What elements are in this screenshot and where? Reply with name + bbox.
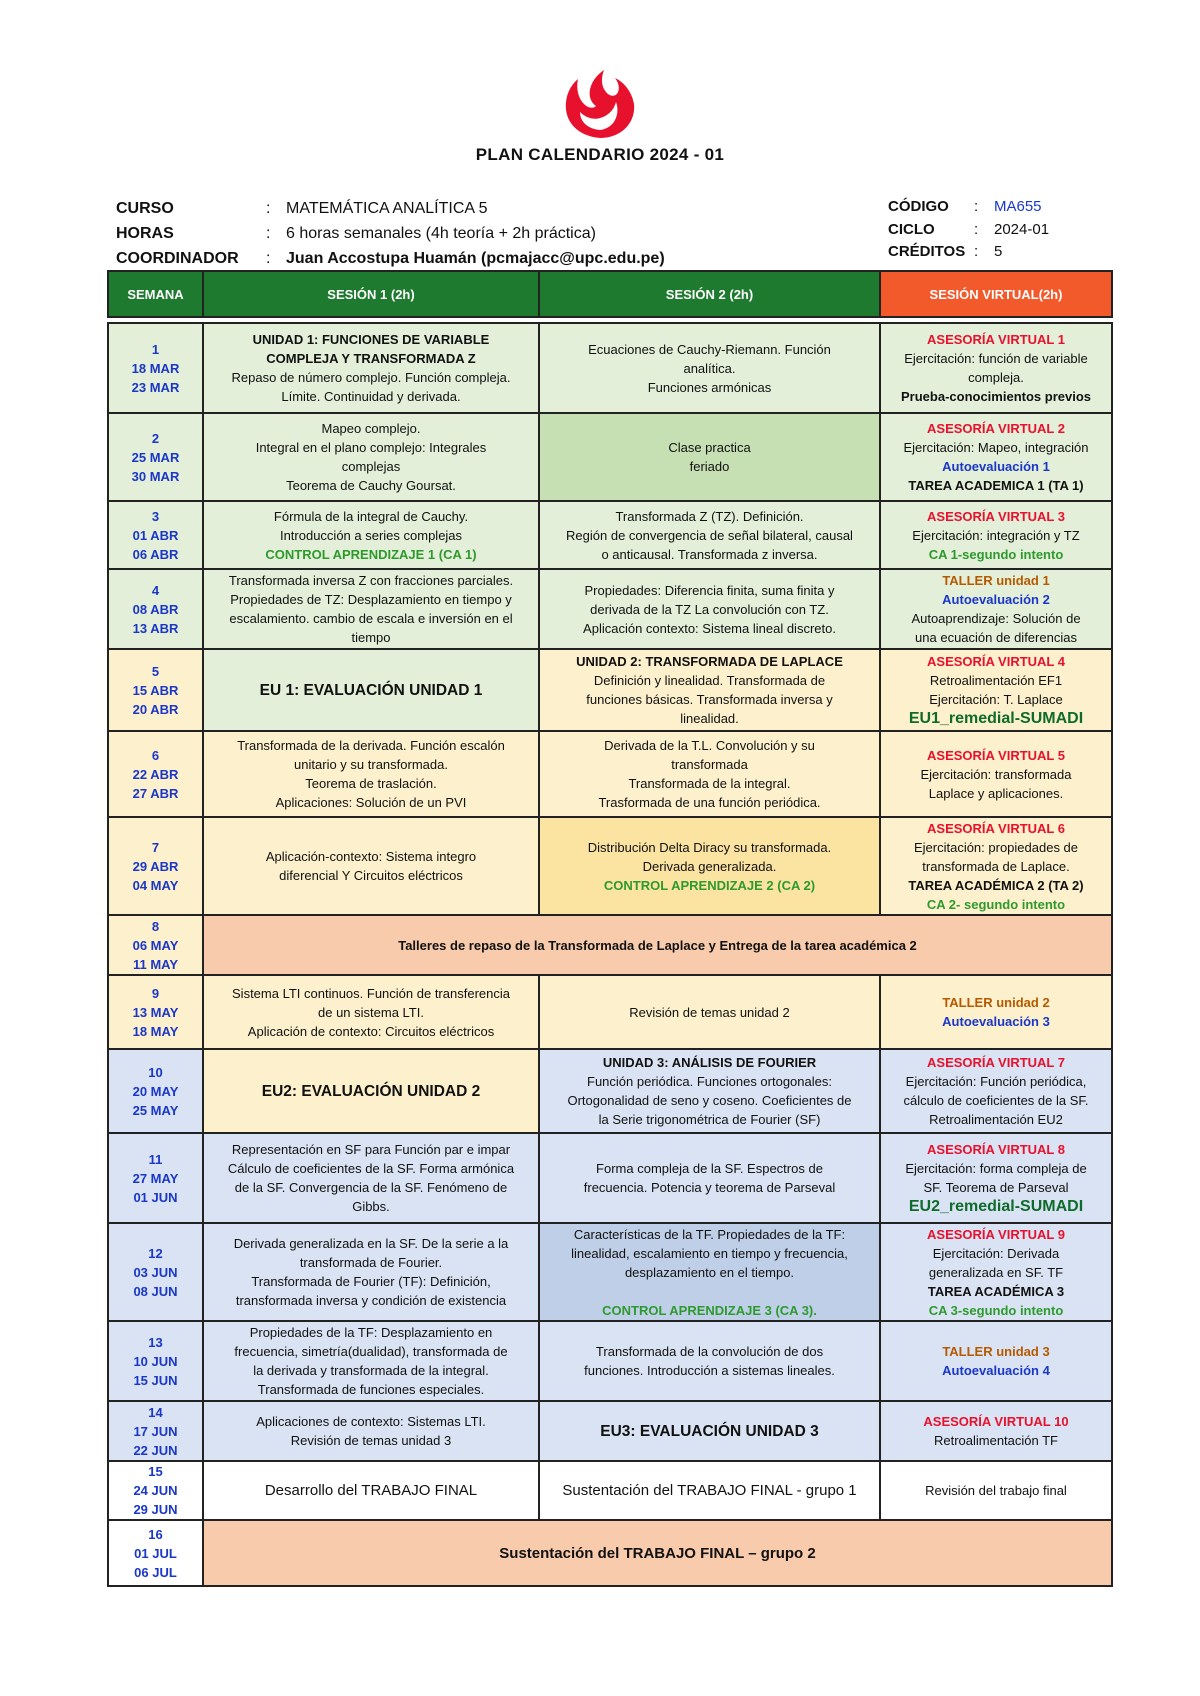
virtual-session-cell: ASESORÍA VIRTUAL 2 Ejercitación: Mapeo, integración Autoevaluación 1 TAREA ACADEMICA 1 (TA 1): [880, 413, 1112, 501]
week-cell: 4 08 ABR 13 ABR: [108, 569, 203, 649]
session-1-cell: Mapeo complejo. Integral en el plano complejo: Integrales complejas Teorema de Cauchy Goursat.: [203, 413, 539, 501]
week-cell: 14 17 JUN 22 JUN: [108, 1401, 203, 1461]
session-2-cell: Clase practica feriado: [539, 413, 880, 501]
week-cell: 16 01 JUL 06 JUL: [108, 1520, 203, 1586]
coordinador-label: COORDINADOR: [116, 250, 239, 267]
page-title: PLAN CALENDARIO 2024 - 01: [475, 145, 725, 164]
colon: :: [266, 225, 271, 242]
week-cell: 10 20 MAY 25 MAY: [108, 1049, 203, 1133]
table-row: [108, 1461, 1112, 1520]
table-row: [108, 569, 1112, 649]
session-2-cell: UNIDAD 2: TRANSFORMADA DE LAPLACE Definición y linealidad. Transformada de funciones básicas. Transformada inversa y linealidad.: [539, 649, 880, 731]
codigo-label: CÓDIGO: [888, 198, 949, 215]
ciclo-label: CICLO: [888, 220, 935, 238]
week-cell: 8 06 MAY 11 MAY: [108, 915, 203, 975]
week-start: 18 MAR: [131, 360, 180, 376]
session-2-cell: Forma compleja de la SF. Espectros de frecuencia. Potencia y teorema de Parseval: [539, 1133, 880, 1223]
session-1-cell: Sistema LTI continuos. Función de transferencia de un sistema LTI. Aplicación de contexto: Circuitos eléctricos: [203, 975, 539, 1049]
horas-value: 6 horas semanales (4h teoría + 2h práctica): [286, 225, 596, 242]
virtual-session-cell: ASESORÍA VIRTUAL 5 Ejercitación: transformada Laplace y aplicaciones.: [880, 731, 1112, 817]
table-row: [108, 731, 1112, 817]
header-sesion-2: SESIÓN 2 (2h): [539, 271, 880, 317]
virtual-session-cell: ASESORÍA VIRTUAL 9 Ejercitación: Derivada generalizada en SF. TF TAREA ACADÉMICA 3 CA 3-segundo intento: [880, 1223, 1112, 1321]
header-semana: SEMANA: [108, 271, 203, 317]
course-info: [116, 196, 665, 271]
session-1-cell: EU2: EVALUACIÓN UNIDAD 2: [203, 1049, 539, 1133]
virtual-session-cell: ASESORÍA VIRTUAL 1 Ejercitación: función de variable compleja. Prueba-conocimientos previos: [880, 323, 1112, 413]
virtual-session-cell: TALLER unidad 3 Autoevaluación 4: [880, 1321, 1112, 1401]
codigo-value: MA655: [994, 198, 1042, 215]
table-row: [108, 915, 1112, 975]
week-cell: 15 24 JUN 29 JUN: [108, 1461, 203, 1520]
table-header-row: [108, 271, 1112, 317]
table-row: [108, 501, 1112, 569]
virtual-session-cell: ASESORÍA VIRTUAL 7 Ejercitación: Función periódica, cálculo de coeficientes de la SF. Retroalimentación EU2: [880, 1049, 1112, 1133]
session-1-cell: Aplicación-contexto: Sistema integro diferencial Y Circuitos eléctricos: [203, 817, 539, 915]
session-2-cell: Distribución Delta Diracy su transformada. Derivada generalizada. CONTROL APRENDIZAJE 2 (CA 2): [539, 817, 880, 915]
colon: :: [974, 198, 979, 215]
session-2-cell: Ecuaciones de Cauchy-Riemann. Función analítica. Funciones armónicas: [539, 323, 880, 413]
session-1-cell: Derivada generalizada en la SF. De la serie a la transformada de Fourier. Transformada de Fourier (TF): Definición, transformada inversa y condición de existencia: [203, 1223, 539, 1321]
session-1-cell: Aplicaciones de contexto: Sistemas LTI. Revisión de temas unidad 3: [203, 1401, 539, 1461]
week-cell: 9 13 MAY 18 MAY: [108, 975, 203, 1049]
week-cell: 6 22 ABR 27 ABR: [108, 731, 203, 817]
week-cell: 13 10 JUN 15 JUN: [108, 1321, 203, 1401]
table-row: [108, 1401, 1112, 1461]
table-row: [108, 817, 1112, 915]
session-2-cell: UNIDAD 3: ANÁLISIS DE FOURIER Función periódica. Funciones ortogonales: Ortogonalidad de seno y coseno. Coeficientes de la Serie trigonométrica de Fourier (SF): [539, 1049, 880, 1133]
colon: :: [974, 220, 979, 238]
session-2-cell: Transformada de la convolución de dos funciones. Introducción a sistemas lineales.: [539, 1321, 880, 1401]
table-row: [108, 1133, 1112, 1223]
final-presentation-span-cell: Sustentación del TRABAJO FINAL – grupo 2: [203, 1520, 1112, 1586]
week-cell: 3 01 ABR 06 ABR: [108, 501, 203, 569]
course-codes: [888, 196, 1049, 264]
coordinador-value: Juan Accostupa Huamán (pcmajacc@upc.edu.pe): [286, 250, 665, 267]
virtual-session-cell: TALLER unidad 1 Autoevaluación 2 Autoaprendizaje: Solución de una ecuación de diferencias: [880, 569, 1112, 649]
session-1-cell: Transformada inversa Z con fracciones parciales. Propiedades de TZ: Desplazamiento en tiempo y escalamiento. cambio de escala e inversión en el tiempo: [203, 569, 539, 649]
week-cell: 5 15 ABR 20 ABR: [108, 649, 203, 731]
upc-logo-icon: [560, 62, 640, 140]
creditos-label: CRÉDITOS: [888, 243, 966, 260]
week-cell: 11 27 MAY 01 JUN: [108, 1133, 203, 1223]
header-sesion-1: SESIÓN 1 (2h): [203, 271, 539, 317]
colon: :: [266, 200, 271, 217]
header-sesion-virtual: SESIÓN VIRTUAL(2h): [880, 271, 1112, 317]
table-row: [108, 649, 1112, 731]
session-2-cell: Propiedades: Diferencia finita, suma finita y derivada de la TZ La convolución con TZ. Aplicación contexto: Sistema lineal discreto.: [539, 569, 880, 649]
session-1-cell: Transformada de la derivada. Función escalón unitario y su transformada. Teorema de traslación. Aplicaciones: Solución de un PVI: [203, 731, 539, 817]
table-row: [108, 413, 1112, 501]
workshop-span-cell: Talleres de repaso de la Transformada de Laplace y Entrega de la tarea académica 2: [203, 915, 1112, 975]
ciclo-value: 2024-01: [994, 220, 1050, 238]
table-row: [108, 1520, 1112, 1586]
table-row: [108, 1223, 1112, 1321]
week-cell: [108, 323, 203, 413]
session-1-cell: Propiedades de la TF: Desplazamiento en frecuencia, simetría(dualidad), transformada de la derivada y transformada de la integral. Transformada de funciones especiales.: [203, 1321, 539, 1401]
creditos-value: 5: [994, 243, 1003, 260]
week-cell: 7 29 ABR 04 MAY: [108, 817, 203, 915]
virtual-session-cell: ASESORÍA VIRTUAL 8 Ejercitación: forma compleja de SF. Teorema de Parseval EU2_remedial-SUMADI: [880, 1133, 1112, 1223]
colon: :: [974, 243, 979, 260]
table-row: [108, 1049, 1112, 1133]
virtual-session-cell: ASESORÍA VIRTUAL 6 Ejercitación: propiedades de transformada de Laplace. TAREA ACADÉMICA 2 (TA 2) CA 2- segundo intento: [880, 817, 1112, 915]
session-2-cell: Derivada de la T.L. Convolución y su transformada Transformada de la integral. Trasformada de una función periódica.: [539, 731, 880, 817]
session-1-cell: EU 1: EVALUACIÓN UNIDAD 1: [203, 649, 539, 731]
week-number: 1: [151, 341, 160, 357]
horas-label: HORAS: [116, 225, 174, 242]
session-1-cell: Representación en SF para Función par e impar Cálculo de coeficientes de la SF. Forma armónica de la SF. Convergencia de la SF. Fenómeno de Gibbs.: [203, 1133, 539, 1223]
curso-label: CURSO: [116, 200, 174, 217]
session-2-cell: Sustentación del TRABAJO FINAL - grupo 1: [539, 1461, 880, 1520]
session-2-cell: Transformada Z (TZ). Definición. Región de convergencia de señal bilateral, causal o anticausal. Transformada z inversa.: [539, 501, 880, 569]
table-row: [108, 1321, 1112, 1401]
virtual-session-cell: ASESORÍA VIRTUAL 4 Retroalimentación EF1 Ejercitación: T. Laplace EU1_remedial-SUMADI: [880, 649, 1112, 731]
week-cell: 2 25 MAR 30 MAR: [108, 413, 203, 501]
week-cell: 12 03 JUN 08 JUN: [108, 1223, 203, 1321]
virtual-session-cell: ASESORÍA VIRTUAL 10 Retroalimentación TF: [880, 1401, 1112, 1461]
session-2-cell: Revisión de temas unidad 2: [539, 975, 880, 1049]
colon: :: [266, 250, 271, 267]
calendar-table: [107, 270, 1113, 1587]
week-end: 23 MAR: [131, 379, 180, 395]
table-row: [108, 975, 1112, 1049]
curso-value: MATEMÁTICA ANALÍTICA 5: [286, 200, 488, 217]
virtual-session-cell: ASESORÍA VIRTUAL 3 Ejercitación: integración y TZ CA 1-segundo intento: [880, 501, 1112, 569]
session-2-cell: EU3: EVALUACIÓN UNIDAD 3: [539, 1401, 880, 1461]
virtual-session-cell: TALLER unidad 2 Autoevaluación 3: [880, 975, 1112, 1049]
session-1-cell: UNIDAD 1: FUNCIONES DE VARIABLE COMPLEJA Y TRANSFORMADA Z Repaso de número complejo. Función compleja. Límite. Continuidad y derivada.: [203, 323, 539, 413]
session-2-cell: Características de la TF. Propiedades de la TF: linealidad, escalamiento en tiempo y frecuencia, desplazamiento en el tiempo. CONTROL APRENDIZAJE 3 (CA 3).: [539, 1223, 880, 1321]
table-row: [108, 323, 1112, 413]
virtual-session-cell: Revisión del trabajo final: [880, 1461, 1112, 1520]
session-1-cell: Desarrollo del TRABAJO FINAL: [203, 1461, 539, 1520]
session-1-cell: Fórmula de la integral de Cauchy. Introducción a series complejas CONTROL APRENDIZAJE 1 (CA 1): [203, 501, 539, 569]
